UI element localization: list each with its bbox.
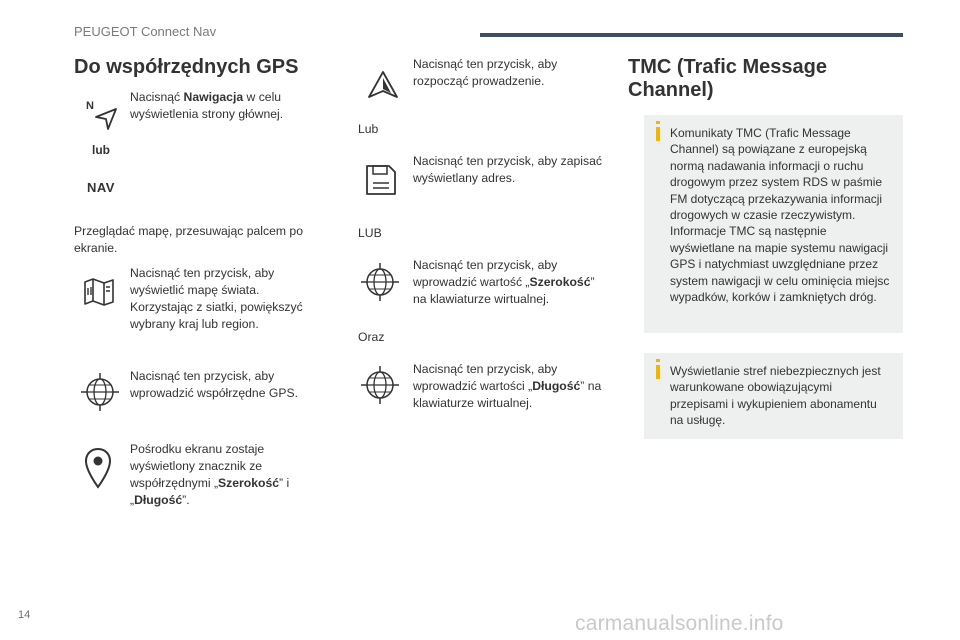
longitude-step-text: Nacisnąć ten przycisk, aby wprowadzić wartości „Długość” na klawiaturze wirtualnej.	[413, 362, 602, 410]
info-note-hazard-text: Wyświetlanie stref niebezpiecznych jest warunkowane obowiązującymi przepisami i wykupieniem abonamentu na usługę.	[670, 364, 881, 428]
latitude-globe-icon	[360, 262, 400, 302]
info-note-tmc	[644, 115, 903, 333]
navigation-icon	[86, 100, 120, 134]
or-label-2: LUB	[358, 226, 382, 240]
info-icon	[656, 365, 660, 379]
gps-step-text: Nacisnąć ten przycisk, aby wprowadzić współrzędne GPS.	[130, 369, 298, 400]
header-bar	[480, 33, 903, 37]
page-number: 14	[18, 609, 31, 621]
info-note-hazard	[644, 353, 903, 439]
save-icon	[364, 163, 398, 197]
save-step-text: Nacisnąć ten przycisk, aby zapisać wyświetlany adres.	[413, 154, 602, 185]
section-heading-tmc: TMC (Trafic Message Channel)	[628, 56, 827, 101]
start-step-text: Nacisnąć ten przycisk, aby rozpocząć prowadzenie.	[413, 57, 558, 88]
watermark: carmanualsonline.info	[575, 612, 784, 635]
info-note-tmc-text: Komunikaty TMC (Trafic Message Channel) są powiązane z europejską normą nadawania informacji o ruchu drogowym przez system RDS w paśmie FM dotyczącą przekazywania informacji drogowych w czasie rzeczywistym. Informacje TMC są następnie wyświetlane na mapie systemu nawigacji GPS i natychmiast uwzględniane przez system nawigacji w celu ominięcia miejsc wypadków, korków i zamkniętych dróg.	[670, 126, 890, 305]
header-title: PEUGEOT Connect Nav	[74, 24, 217, 39]
and-label: Oraz	[358, 330, 385, 344]
marker-step-text: Pośrodku ekranu zostaje wyświetlony znacznik ze współrzędnymi „Szerokość” i „Długość”.	[130, 442, 290, 507]
nav-step-text: Nacisnąć Nawigacja w celu wyświetlenia strony głównej.	[130, 90, 284, 121]
globe-icon	[80, 372, 120, 412]
info-icon	[656, 127, 660, 141]
latitude-step-text: Nacisnąć ten przycisk, aby wprowadzić wartość „Szerokość” na klawiaturze wirtualnej.	[413, 258, 595, 306]
or-label-1: Lub	[358, 122, 379, 136]
world-map-step-text: Nacisnąć ten przycisk, aby wyświetlić mapę świata. Korzystając z siatki, powiększyć wybrany kraj lub region.	[130, 266, 303, 331]
map-marker-icon	[84, 447, 112, 489]
navigation-icon-letter: N	[86, 100, 94, 112]
nav-button-label: NAV	[87, 180, 115, 195]
longitude-globe-icon	[360, 365, 400, 405]
or-label: lub	[92, 143, 110, 157]
browse-map-text: Przeglądać mapę, przesuwając palcem po ekranie.	[74, 224, 303, 255]
world-map-icon	[82, 275, 116, 309]
start-guidance-icon	[366, 70, 400, 100]
section-heading-gps: Do współrzędnych GPS	[74, 56, 299, 78]
